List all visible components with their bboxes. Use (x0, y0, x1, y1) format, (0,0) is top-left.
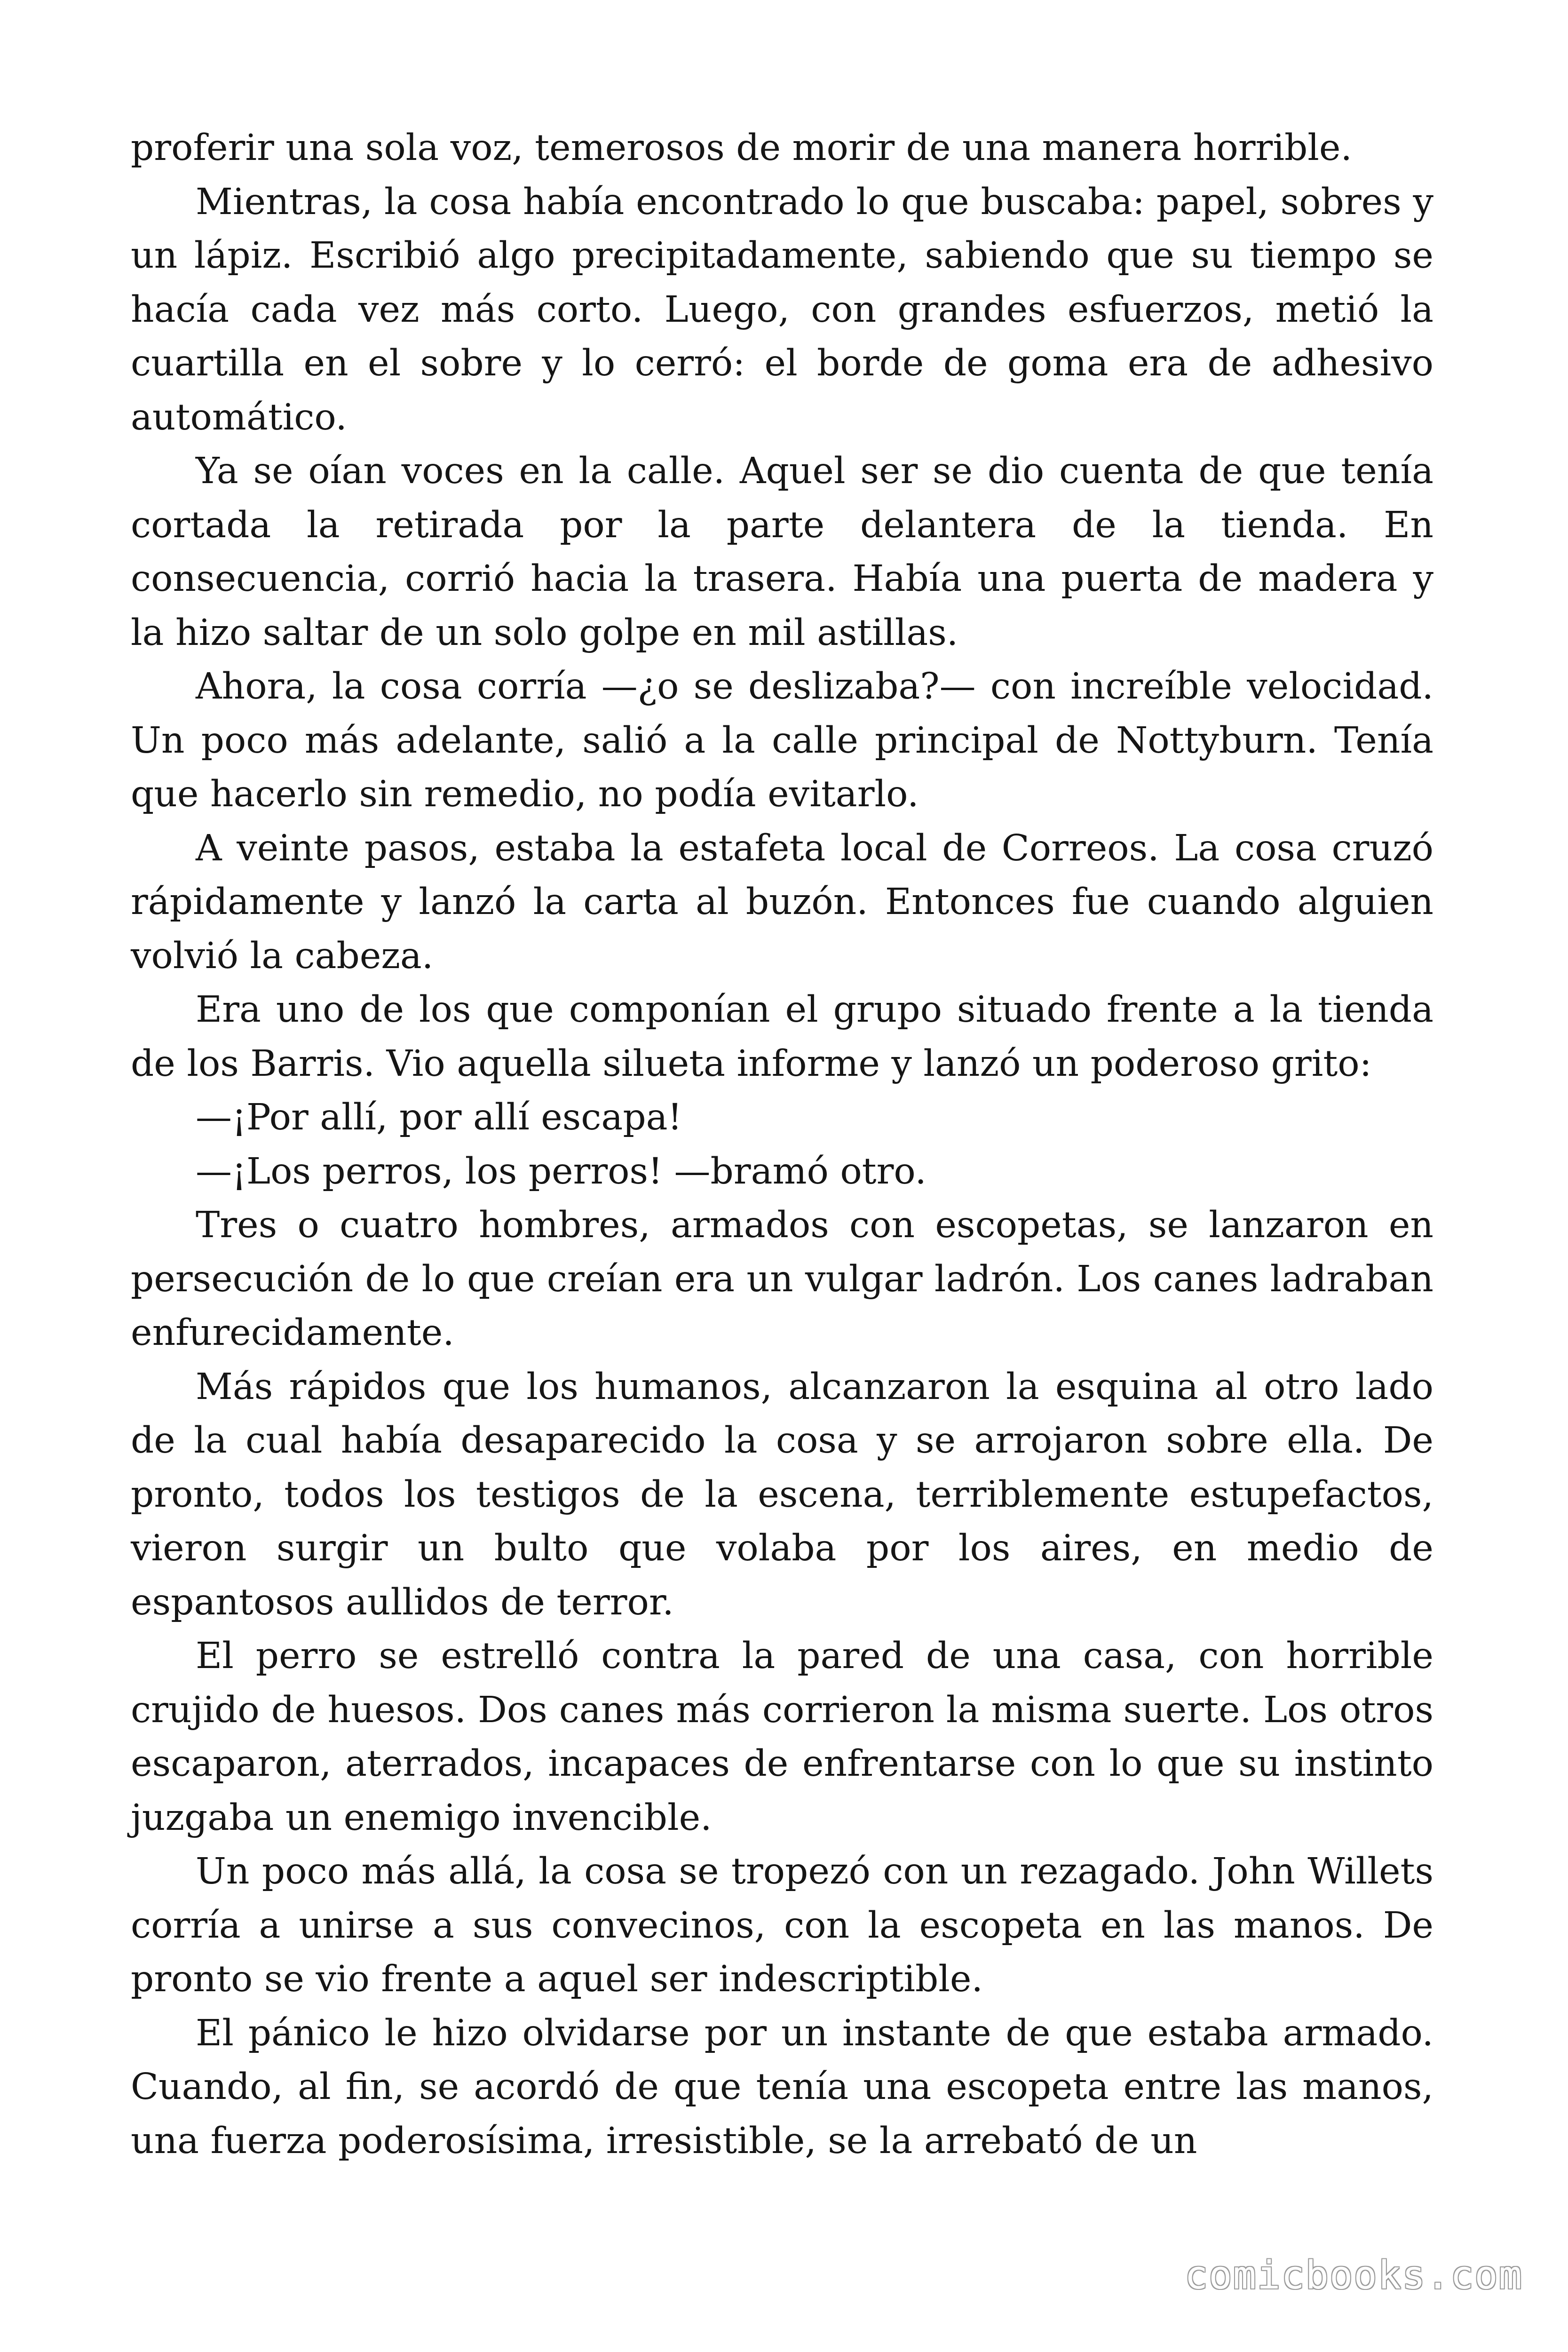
paragraph-12: Un poco más allá, la cosa se tropezó con un rezagado. John Willets corría a unirse a sus convecinos, con la escopeta en las manos. De pronto se vio frente a aquel ser indescriptible. (131, 1851, 1433, 2000)
paragraph-9: Tres o cuatro hombres, armados con escopetas, se lanzaron en persecución de lo que creían era un vulgar ladrón. Los canes ladraban enfurecidamente. (131, 1204, 1433, 1354)
paragraph-2: Mientras, la cosa había encontrado lo que buscaba: papel, sobres y un lápiz. Escribió algo precipitadamente, sabiendo que su tiempo se hacía cada vez más corto. Luego, con grandes esfuerzos, metió la cuartilla en el sobre y lo cerró: el borde de goma era de adhesivo automático. (131, 181, 1433, 438)
dialogue-line-1: —¡Por allí, por allí escapa! (196, 1097, 682, 1138)
paragraph-5: A veinte pasos, estaba la estafeta local de Correos. La cosa cruzó rápidamente y lanzó la carta al buzón. Entonces fue cuando alguien volvió la cabeza. (131, 827, 1433, 977)
paragraph-13: El pánico le hizo olvidarse por un instante de que estaba armado. Cuando, al fin, se acordó de que tenía una escopeta entre las manos, una fuerza poderosísima, irresistible, se la arrebató de un (131, 2012, 1433, 2162)
paragraph-3: Ya se oían voces en la calle. Aquel ser se dio cuenta de que tenía cortada la retirada por la parte delantera de la tienda. En consecuencia, corrió hacia la trasera. Había una puerta de madera y la hizo saltar de un solo golpe en mil astillas. (131, 450, 1433, 654)
dialogue-line-2: —¡Los perros, los perros! —bramó otro. (196, 1150, 927, 1192)
paragraph-11: El perro se estrelló contra la pared de una casa, con horrible crujido de huesos. Dos canes más corrieron la misma suerte. Los otros escaparon, aterrados, incapaces de enfrentarse con lo que su instinto juzgaba un enemigo invencible. (131, 1635, 1433, 1839)
paragraph-10: Más rápidos que los humanos, alcanzaron la esquina al otro lado de la cual había desaparecido la cosa y se arrojaron sobre ella. De pronto, todos los testigos de la escena, terriblemente estupefactos, vieron surgir un bulto que volaba por los aires, en medio de espantosos aullidos de terror. (131, 1366, 1433, 1623)
paragraph-1: proferir una sola voz, temerosos de morir de una manera horrible. (131, 127, 1352, 169)
paragraph-6: Era uno de los que componían el grupo situado frente a la tienda de los Barris. Vio aquella silueta informe y lanzó un poderoso grito: (131, 989, 1433, 1085)
paragraph-4: Ahora, la cosa corría —¿o se deslizaba?— con increíble velocidad. Un poco más adelante, salió a la calle principal de Nottyburn. Tenía que hacerlo sin remedio, no podía evitarlo. (131, 666, 1433, 815)
watermark: comicbooks.com (1184, 2253, 1523, 2298)
page-body (131, 121, 1433, 2168)
